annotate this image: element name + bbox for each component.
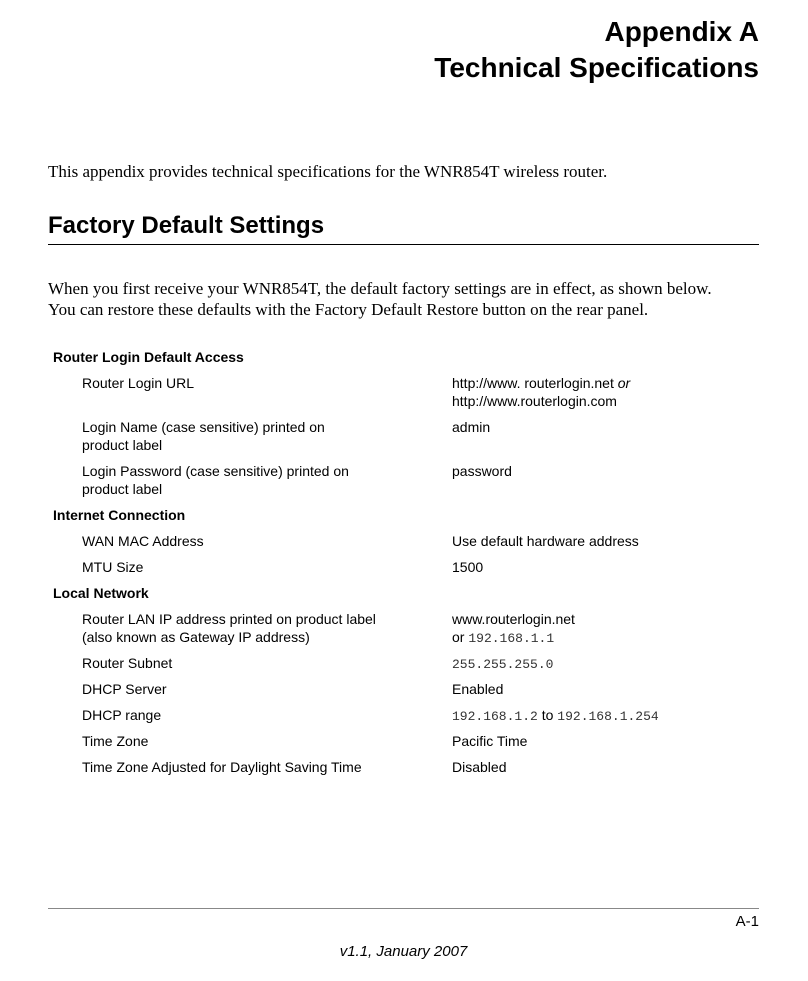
setting-name-line: Router LAN IP address printed on product label	[82, 611, 376, 627]
value-text: to	[537, 707, 558, 723]
table-group	[53, 348, 759, 506]
setting-name-line: Login Name (case sensitive) printed on	[82, 419, 325, 435]
value-text: 192.168.1.2	[452, 709, 538, 724]
group-heading: Internet Connection	[53, 507, 186, 523]
version-footer: v1.1, January 2007	[339, 943, 468, 960]
appendix-heading	[434, 14, 759, 86]
appendix-title: Technical Specifications	[434, 52, 759, 83]
table-row	[53, 654, 759, 680]
table-row	[53, 462, 759, 506]
setting-name	[82, 532, 452, 558]
table-row	[53, 680, 759, 706]
factory-defaults-table	[53, 348, 759, 784]
setting-value-line	[452, 758, 759, 776]
setting-name	[82, 654, 452, 680]
table-row	[53, 706, 759, 732]
value-text: 192.168.1.1	[468, 631, 555, 646]
setting-value	[452, 532, 759, 558]
footer-divider	[48, 908, 759, 909]
setting-name-line: Router Login URL	[82, 375, 195, 391]
value-text: or	[617, 375, 631, 391]
page-number: A-1	[735, 913, 759, 930]
document-page	[48, 0, 759, 981]
table-row	[53, 758, 759, 784]
value-text: admin	[452, 419, 491, 435]
setting-name-line: product label	[82, 481, 163, 497]
setting-name-line: (also known as Gateway IP address)	[82, 629, 310, 645]
setting-name-line: MTU Size	[82, 559, 144, 575]
setting-name	[82, 732, 452, 758]
setting-name	[82, 680, 452, 706]
value-text: password	[452, 463, 512, 479]
value-text: or	[452, 629, 469, 645]
setting-name-line: DHCP range	[82, 707, 162, 723]
setting-name	[82, 558, 452, 584]
table-row	[53, 374, 759, 418]
value-text: Enabled	[452, 681, 504, 697]
setting-name	[82, 610, 452, 654]
paragraph-line: When you first receive your WNR854T, the default factory settings are in effect, as shown below.	[48, 279, 712, 298]
setting-value	[452, 610, 759, 654]
setting-value-line	[452, 558, 759, 576]
value-text: 1500	[452, 559, 484, 575]
setting-name-line: Time Zone	[82, 733, 149, 749]
section-title: Factory Default Settings	[48, 210, 759, 245]
setting-value-line	[452, 392, 759, 410]
setting-value-line	[452, 628, 759, 648]
setting-value-line	[452, 680, 759, 698]
setting-value-line	[452, 532, 759, 550]
value-text: Use default hardware address	[452, 533, 639, 549]
setting-name-line: WAN MAC Address	[82, 533, 204, 549]
setting-value-line	[452, 654, 759, 674]
setting-value-line	[452, 732, 759, 750]
setting-name-line: Time Zone Adjusted for Daylight Saving Time	[82, 759, 362, 775]
setting-name	[82, 462, 452, 506]
value-text: www.routerlogin.net	[452, 611, 575, 627]
setting-value	[452, 374, 759, 418]
setting-name	[82, 418, 452, 462]
table-row	[53, 418, 759, 462]
value-text: Disabled	[452, 759, 507, 775]
setting-name-line: product label	[82, 437, 163, 453]
table-row	[53, 610, 759, 654]
setting-name	[82, 706, 452, 732]
setting-value	[452, 558, 759, 584]
value-text: http://www. routerlogin.net	[452, 375, 618, 391]
setting-name-line: Router Subnet	[82, 655, 173, 671]
setting-value	[452, 758, 759, 784]
setting-value	[452, 706, 759, 732]
setting-value-line	[452, 418, 759, 436]
value-text: http://www.routerlogin.com	[452, 393, 617, 409]
group-heading: Local Network	[53, 585, 149, 601]
section-paragraph	[48, 278, 759, 320]
setting-name	[82, 758, 452, 784]
setting-value-line	[452, 462, 759, 480]
setting-value	[452, 462, 759, 506]
setting-value	[452, 680, 759, 706]
table-group	[53, 506, 759, 584]
setting-value-line	[452, 610, 759, 628]
setting-value-line	[452, 374, 759, 392]
paragraph-line: You can restore these defaults with the Factory Default Restore button on the rear panel.	[48, 300, 649, 319]
setting-name	[82, 374, 452, 418]
table-row	[53, 558, 759, 584]
setting-name-line: Login Password (case sensitive) printed on	[82, 463, 349, 479]
setting-value	[452, 732, 759, 758]
value-text: 192.168.1.254	[557, 709, 659, 724]
group-heading: Router Login Default Access	[53, 349, 244, 365]
intro-text: This appendix provides technical specifications for the WNR854T wireless router.	[48, 162, 608, 181]
value-text: Pacific Time	[452, 733, 528, 749]
setting-value	[452, 654, 759, 680]
table-row	[53, 532, 759, 558]
setting-value	[452, 418, 759, 462]
appendix-label: Appendix A	[604, 16, 759, 47]
value-text: 255.255.255.0	[452, 657, 554, 672]
table-row	[53, 732, 759, 758]
setting-value-line	[452, 706, 759, 726]
table-group	[53, 584, 759, 784]
setting-name-line: DHCP Server	[82, 681, 167, 697]
